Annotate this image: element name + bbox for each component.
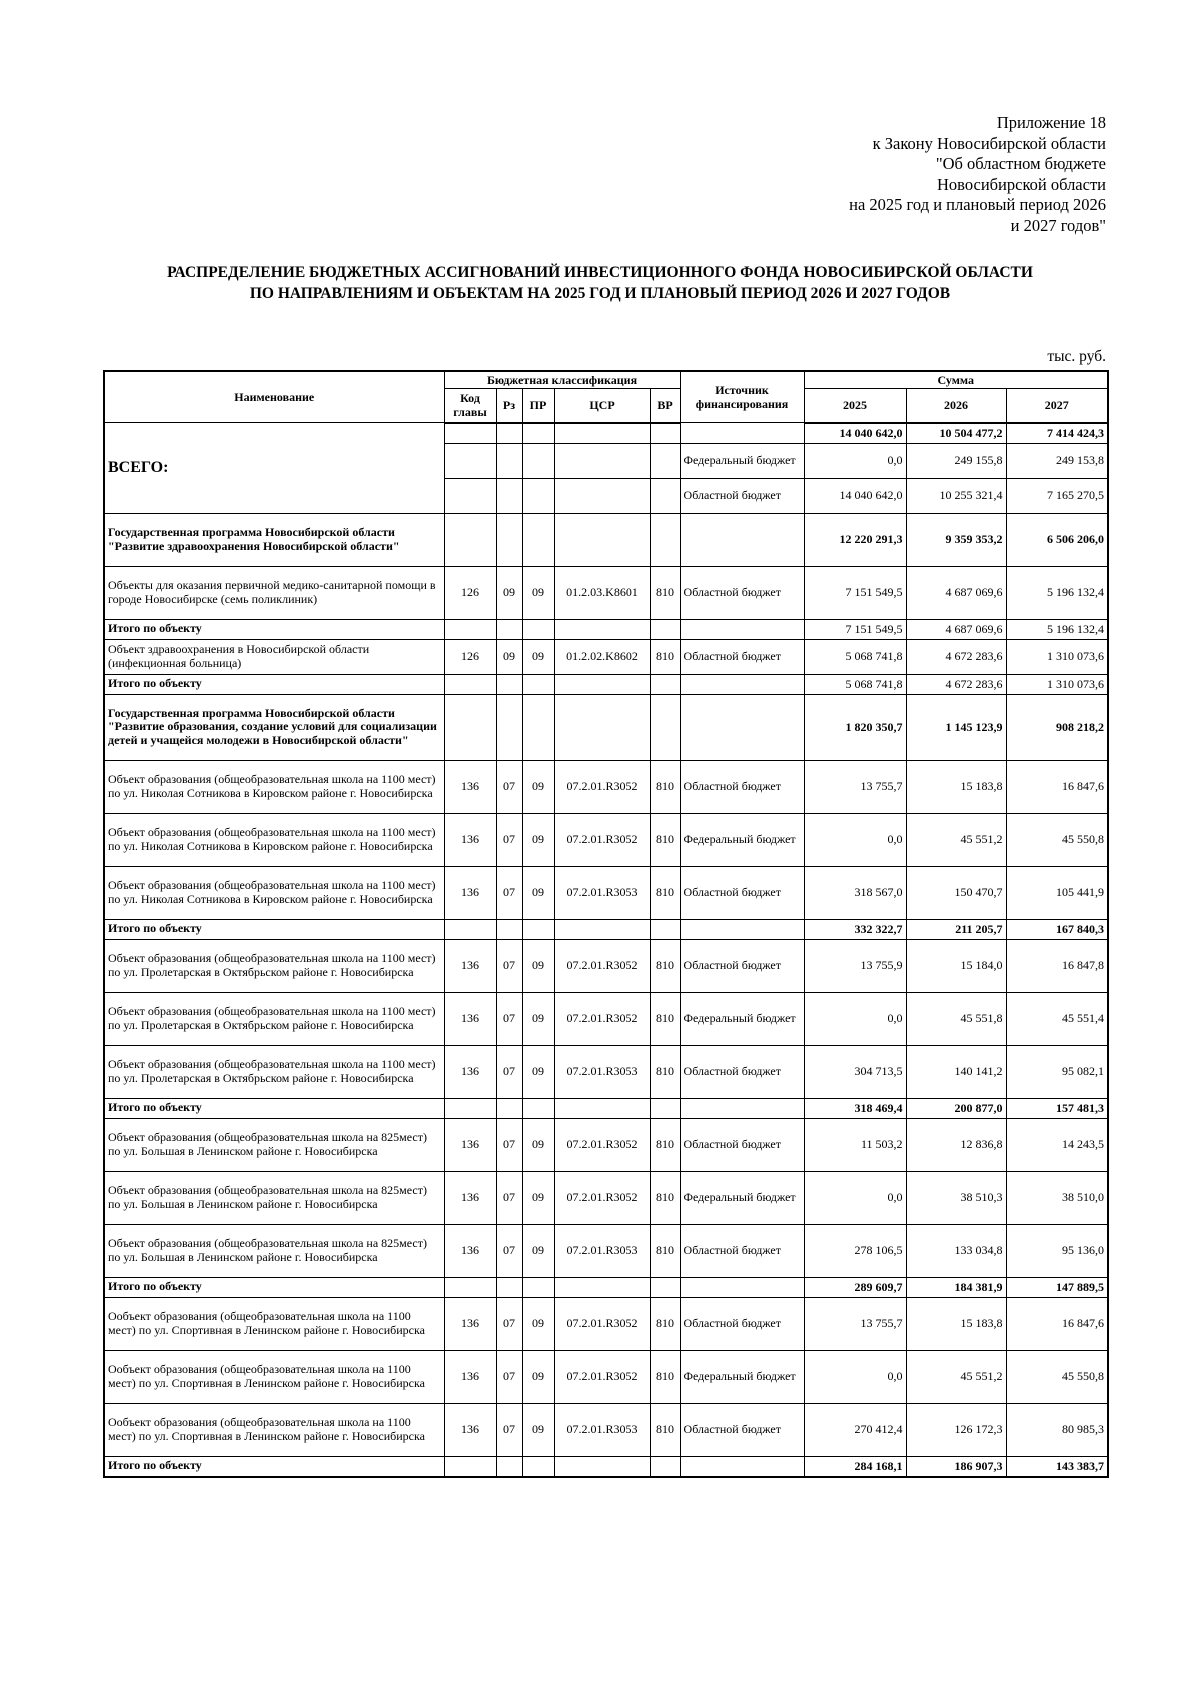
table-row [104,619,1108,639]
row-vr: 810 [650,760,680,813]
header-pr: ПР [522,389,554,423]
header-kod: Код главы [444,389,496,423]
row-source: Федеральный бюджет [680,813,804,866]
total-2027: 7 414 424,3 [1006,423,1108,444]
row-2025: 11 503,2 [804,1118,906,1171]
title-line-2: ПО НАПРАВЛЕНИЯМ И ОБЪЕКТАМ НА 2025 ГОД И ПЛАНОВЫЙ ПЕРИОД 2026 И 2027 ГОДОВ [249,285,951,302]
row-source: Областной бюджет [680,1403,804,1456]
row-csr: 07.2.01.R3053 [554,1224,650,1277]
row-name: Ообъект образования (общеобразовательная школа на 1100 мест) по ул. Спортивная в Ленинском районе г. Новосибирска [104,1297,444,1350]
row-vr: 810 [650,1118,680,1171]
row-name: Объект образования (общеобразовательная школа на 1100 мест) по ул. Николая Сотникова в Кировском районе г. Новосибирска [104,760,444,813]
row-2027: 143 383,7 [1006,1456,1108,1477]
row-2025: 7 151 549,5 [804,566,906,619]
header-csr: ЦСР [554,389,650,423]
row-kod: 136 [444,1045,496,1098]
row-pr [522,1277,554,1297]
row-csr [554,919,650,939]
row-vr: 810 [650,639,680,674]
row-rz: 07 [496,1297,522,1350]
row-csr: 07.2.01.R3052 [554,939,650,992]
total-fed-2026: 249 155,8 [906,443,1006,478]
row-2026: 150 470,7 [906,866,1006,919]
row-2026: 186 907,3 [906,1456,1006,1477]
row-2026: 12 836,8 [906,1118,1006,1171]
row-2027: 95 082,1 [1006,1045,1108,1098]
row-csr [554,1098,650,1118]
row-name: Объект образования (общеобразовательная школа на 825мест) по ул. Большая в Ленинском районе г. Новосибирска [104,1171,444,1224]
row-kod [444,513,496,566]
row-name: Государственная программа Новосибирской области "Развитие образования, создание условий для социализации детей и учащейся молодежи в Новосибирской области" [104,694,444,760]
row-rz: 07 [496,813,522,866]
row-2025: 289 609,7 [804,1277,906,1297]
table-row [104,694,1108,760]
row-kod [444,674,496,694]
row-source: Областной бюджет [680,639,804,674]
row-rz: 09 [496,639,522,674]
total-fed-source: Федеральный бюджет [680,443,804,478]
header-sum: Сумма [804,371,1108,389]
total-label: ВСЕГО: [104,423,444,514]
row-rz [496,513,522,566]
row-2026: 211 205,7 [906,919,1006,939]
table-row [104,1277,1108,1297]
header-source: Источник финансирования [680,371,804,423]
row-pr [522,694,554,760]
table-row [104,1118,1108,1171]
row-vr [650,1456,680,1477]
table-row [104,1350,1108,1403]
row-2026: 4 672 283,6 [906,639,1006,674]
row-rz [496,1098,522,1118]
row-name: Итого по объекту [104,919,444,939]
row-source: Областной бюджет [680,939,804,992]
row-source: Областной бюджет [680,1297,804,1350]
units-label: тыс. руб. [1047,348,1106,365]
row-csr: 07.2.01.R3053 [554,1045,650,1098]
row-source: Областной бюджет [680,760,804,813]
appendix-line: Приложение 18 [996,113,1106,132]
row-name: Объект образования (общеобразовательная школа на 825мест) по ул. Большая в Ленинском районе г. Новосибирска [104,1118,444,1171]
row-kod: 136 [444,866,496,919]
row-2025: 0,0 [804,813,906,866]
row-2027: 16 847,6 [1006,760,1108,813]
row-csr: 01.2.02.K8602 [554,639,650,674]
row-2027: 157 481,3 [1006,1098,1108,1118]
row-source [680,1277,804,1297]
row-pr [522,674,554,694]
row-source [680,919,804,939]
row-source: Федеральный бюджет [680,992,804,1045]
row-name: Объект образования (общеобразовательная школа на 825мест) по ул. Большая в Ленинском районе г. Новосибирска [104,1224,444,1277]
row-rz [496,919,522,939]
appendix-line: и 2027 годов" [1010,215,1106,235]
row-kod: 136 [444,1297,496,1350]
row-2025: 0,0 [804,1171,906,1224]
row-rz: 07 [496,1224,522,1277]
row-vr [650,674,680,694]
row-2026: 126 172,3 [906,1403,1006,1456]
row-rz [496,674,522,694]
row-2027: 14 243,5 [1006,1118,1108,1171]
row-2027: 147 889,5 [1006,1277,1108,1297]
row-2027: 16 847,8 [1006,939,1108,992]
row-kod [444,694,496,760]
total-obl-2026: 10 255 321,4 [906,478,1006,513]
appendix-line: на 2025 год и плановый период 2026 [849,195,1106,214]
table-row [104,992,1108,1045]
row-csr: 07.2.01.R3053 [554,1403,650,1456]
table-row [104,866,1108,919]
row-csr: 07.2.01.R3052 [554,760,650,813]
header-2027: 2027 [1006,389,1108,423]
row-csr [554,694,650,760]
row-2026: 133 034,8 [906,1224,1006,1277]
row-2025: 13 755,9 [804,939,906,992]
row-2025: 1 820 350,7 [804,694,906,760]
row-2027: 5 196 132,4 [1006,619,1108,639]
row-source [680,694,804,760]
row-2027: 105 441,9 [1006,866,1108,919]
row-csr: 07.2.01.R3052 [554,1297,650,1350]
row-rz [496,1456,522,1477]
row-pr: 09 [522,1118,554,1171]
table-row [104,1098,1108,1118]
row-2025: 278 106,5 [804,1224,906,1277]
row-vr [650,1277,680,1297]
row-2025: 318 469,4 [804,1098,906,1118]
row-csr: 07.2.01.R3052 [554,1350,650,1403]
header-2026: 2026 [906,389,1006,423]
row-2025: 5 068 741,8 [804,639,906,674]
row-kod: 136 [444,760,496,813]
row-rz: 07 [496,992,522,1045]
row-kod: 136 [444,1403,496,1456]
row-csr [554,1277,650,1297]
table-row [104,813,1108,866]
row-pr: 09 [522,1350,554,1403]
row-pr: 09 [522,639,554,674]
table-row [104,639,1108,674]
row-2025: 332 322,7 [804,919,906,939]
row-source [680,674,804,694]
row-kod [444,919,496,939]
row-2027: 6 506 206,0 [1006,513,1108,566]
row-rz [496,619,522,639]
row-2026: 4 687 069,6 [906,619,1006,639]
row-2025: 284 168,1 [804,1456,906,1477]
table-row [104,1456,1108,1477]
row-2026: 45 551,2 [906,1350,1006,1403]
row-source: Федеральный бюджет [680,1350,804,1403]
row-name: Объект здравоохранения в Новосибирской области (инфекционная больница) [104,639,444,674]
table-row [104,939,1108,992]
row-kod [444,1098,496,1118]
table-row [104,1297,1108,1350]
appendix-line: к Закону Новосибирской области [872,133,1106,153]
row-2026: 1 145 123,9 [906,694,1006,760]
row-vr: 810 [650,1224,680,1277]
appendix-line: Новосибирской области [937,174,1106,194]
row-2026: 15 184,0 [906,939,1006,992]
total-obl-2027: 7 165 270,5 [1006,478,1108,513]
row-2027: 1 310 073,6 [1006,674,1108,694]
row-vr: 810 [650,992,680,1045]
row-rz: 07 [496,760,522,813]
row-kod: 136 [444,939,496,992]
row-rz: 07 [496,1350,522,1403]
header-budget-class: Бюджетная классификация [444,371,680,389]
row-kod: 136 [444,1118,496,1171]
row-name: Объект образования (общеобразовательная школа на 1100 мест) по ул. Пролетарская в Октябрьском районе г. Новосибирска [104,939,444,992]
table-row [104,1224,1108,1277]
row-kod: 136 [444,1350,496,1403]
row-name: Государственная программа Новосибирской области "Развитие здравоохранения Новосибирской области" [104,513,444,566]
row-source [680,619,804,639]
row-csr: 01.2.03.K8601 [554,566,650,619]
row-kod [444,619,496,639]
row-vr: 810 [650,939,680,992]
row-vr [650,513,680,566]
row-name: Ообъект образования (общеобразовательная школа на 1100 мест) по ул. Спортивная в Ленинском районе г. Новосибирска [104,1403,444,1456]
header-name: Наименование [104,371,444,423]
row-csr: 07.2.01.R3052 [554,1171,650,1224]
row-rz: 09 [496,566,522,619]
row-name: Итого по объекту [104,1098,444,1118]
row-pr: 09 [522,1171,554,1224]
row-2027: 1 310 073,6 [1006,639,1108,674]
total-2025: 14 040 642,0 [804,423,906,444]
table-row [104,566,1108,619]
appendix-header [586,113,1106,236]
row-pr: 09 [522,1403,554,1456]
row-source [680,1456,804,1477]
row-pr [522,1456,554,1477]
row-csr: 07.2.01.R3052 [554,1118,650,1171]
row-vr [650,694,680,760]
row-name: Объект образования (общеобразовательная школа на 1100 мест) по ул. Пролетарская в Октябрьском районе г. Новосибирска [104,992,444,1045]
row-2027: 908 218,2 [1006,694,1108,760]
row-2025: 318 567,0 [804,866,906,919]
row-vr [650,919,680,939]
row-2026: 15 183,8 [906,1297,1006,1350]
row-rz [496,694,522,760]
row-source: Областной бюджет [680,866,804,919]
row-vr [650,619,680,639]
row-2027: 167 840,3 [1006,919,1108,939]
document-title [95,262,1105,304]
appendix-line: "Об областном бюджете [935,154,1106,173]
row-csr: 07.2.01.R3052 [554,813,650,866]
row-pr: 09 [522,939,554,992]
row-pr: 09 [522,1297,554,1350]
row-pr: 09 [522,866,554,919]
row-csr: 07.2.01.R3052 [554,992,650,1045]
title-line-1: РАСПРЕДЕЛЕНИЕ БЮДЖЕТНЫХ АССИГНОВАНИЙ ИНВЕСТИЦИОННОГО ФОНДА НОВОСИБИРСКОЙ ОБЛАСТИ [167,264,1033,281]
row-pr [522,513,554,566]
row-source: Областной бюджет [680,1224,804,1277]
row-2025: 13 755,7 [804,1297,906,1350]
row-rz [496,1277,522,1297]
table-row [104,919,1108,939]
row-rz: 07 [496,866,522,919]
row-kod: 136 [444,813,496,866]
row-2026: 4 687 069,6 [906,566,1006,619]
row-2026: 38 510,3 [906,1171,1006,1224]
total-obl-2025: 14 040 642,0 [804,478,906,513]
row-vr: 810 [650,1045,680,1098]
total-2026: 10 504 477,2 [906,423,1006,444]
row-rz: 07 [496,1045,522,1098]
row-kod: 136 [444,1171,496,1224]
table-row [104,674,1108,694]
row-csr [554,513,650,566]
row-2026: 200 877,0 [906,1098,1006,1118]
row-pr: 09 [522,992,554,1045]
row-2026: 4 672 283,6 [906,674,1006,694]
row-2025: 0,0 [804,1350,906,1403]
table-row [104,1403,1108,1456]
row-pr: 09 [522,1045,554,1098]
row-2027: 16 847,6 [1006,1297,1108,1350]
row-source: Областной бюджет [680,566,804,619]
row-source [680,1098,804,1118]
total-fed-2025: 0,0 [804,443,906,478]
row-pr: 09 [522,760,554,813]
row-kod: 136 [444,1224,496,1277]
row-2026: 9 359 353,2 [906,513,1006,566]
row-csr [554,674,650,694]
row-2027: 45 550,8 [1006,1350,1108,1403]
row-rz: 07 [496,1118,522,1171]
row-vr: 810 [650,866,680,919]
row-kod: 126 [444,639,496,674]
row-vr: 810 [650,1403,680,1456]
row-2027: 45 551,4 [1006,992,1108,1045]
header-rz: Рз [496,389,522,423]
row-name: Объект образования (общеобразовательная школа на 1100 мест) по ул. Николая Сотникова в Кировском районе г. Новосибирска [104,813,444,866]
table-row [104,760,1108,813]
row-2025: 304 713,5 [804,1045,906,1098]
row-name: Итого по объекту [104,1456,444,1477]
row-name: Итого по объекту [104,674,444,694]
row-name: Итого по объекту [104,1277,444,1297]
row-rz: 07 [496,1171,522,1224]
row-2027: 5 196 132,4 [1006,566,1108,619]
row-2026: 15 183,8 [906,760,1006,813]
row-2026: 45 551,2 [906,813,1006,866]
row-csr [554,619,650,639]
row-source: Областной бюджет [680,1118,804,1171]
row-kod [444,1277,496,1297]
row-name: Объект образования (общеобразовательная школа на 1100 мест) по ул. Николая Сотникова в Кировском районе г. Новосибирска [104,866,444,919]
row-2025: 0,0 [804,992,906,1045]
row-name: Объекты для оказания первичной медико-санитарной помощи в городе Новосибирске (семь поликлиник) [104,566,444,619]
row-name: Итого по объекту [104,619,444,639]
row-vr: 810 [650,1171,680,1224]
row-kod: 126 [444,566,496,619]
row-pr: 09 [522,1224,554,1277]
row-2025: 13 755,7 [804,760,906,813]
row-2027: 45 550,8 [1006,813,1108,866]
row-2025: 270 412,4 [804,1403,906,1456]
row-rz: 07 [496,939,522,992]
row-pr: 09 [522,566,554,619]
row-source [680,513,804,566]
table-row [104,1171,1108,1224]
row-vr: 810 [650,813,680,866]
row-pr [522,1098,554,1118]
allocation-table [103,370,1109,1478]
row-vr: 810 [650,1350,680,1403]
row-2026: 184 381,9 [906,1277,1006,1297]
row-2025: 12 220 291,3 [804,513,906,566]
row-source: Областной бюджет [680,1045,804,1098]
row-rz: 07 [496,1403,522,1456]
row-name: Ообъект образования (общеобразовательная школа на 1100 мест) по ул. Спортивная в Ленинском районе г. Новосибирска [104,1350,444,1403]
header-vr: ВР [650,389,680,423]
row-kod: 136 [444,992,496,1045]
row-name: Объект образования (общеобразовательная школа на 1100 мест) по ул. Пролетарская в Октябрьском районе г. Новосибирска [104,1045,444,1098]
header-2025: 2025 [804,389,906,423]
table-row [104,513,1108,566]
table-row [104,1045,1108,1098]
row-2027: 95 136,0 [1006,1224,1108,1277]
row-2027: 80 985,3 [1006,1403,1108,1456]
row-2026: 140 141,2 [906,1045,1006,1098]
row-kod [444,1456,496,1477]
row-2025: 5 068 741,8 [804,674,906,694]
row-source: Федеральный бюджет [680,1171,804,1224]
row-csr: 07.2.01.R3053 [554,866,650,919]
row-vr [650,1098,680,1118]
row-2026: 45 551,8 [906,992,1006,1045]
row-pr: 09 [522,813,554,866]
row-csr [554,1456,650,1477]
row-pr [522,619,554,639]
total-fed-2027: 249 153,8 [1006,443,1108,478]
row-pr [522,919,554,939]
row-vr: 810 [650,1297,680,1350]
row-2025: 7 151 549,5 [804,619,906,639]
total-obl-source: Областной бюджет [680,478,804,513]
row-2027: 38 510,0 [1006,1171,1108,1224]
row-vr: 810 [650,566,680,619]
